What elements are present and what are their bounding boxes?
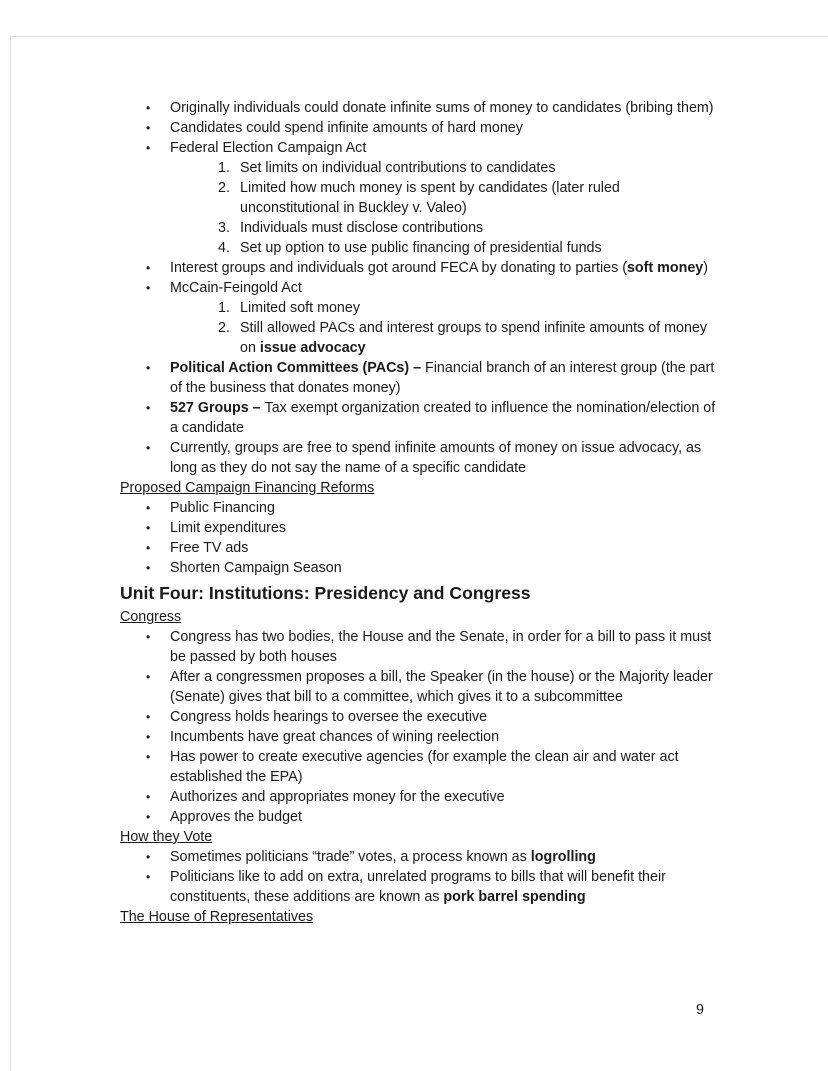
section-heading: [120, 478, 722, 498]
unit-heading: [120, 582, 722, 605]
number-marker: 2.: [218, 180, 230, 196]
text-run: Federal Election Campaign Act: [170, 140, 367, 156]
list-item-text: [170, 538, 722, 558]
list-item-text: [170, 667, 722, 707]
list-item-text: [240, 238, 722, 258]
heading-text: [120, 583, 531, 603]
text-run: Proposed Campaign Financing Reforms: [120, 480, 375, 496]
list-item-text: [170, 138, 722, 158]
list-item-text: [170, 807, 722, 827]
text-run: Currently, groups are free to spend infinite amounts of money on issue advocacy, as long as they do not say the name of a specific candidate: [170, 440, 702, 476]
text-run: Limited how much money is spent by candidates (later ruled unconstitutional in Buckley v. Valeo): [240, 180, 620, 216]
text-run: Tax exempt organization created to influence the nomination/election of a candidate: [170, 400, 716, 436]
bullet-marker: •: [146, 501, 151, 515]
list-item: [120, 398, 722, 438]
document-content: [120, 98, 722, 927]
list-item: [120, 118, 722, 138]
list-item-text: [170, 278, 722, 298]
section-heading: [120, 907, 722, 927]
bullet-marker: •: [146, 870, 151, 884]
bullet-marker: •: [146, 521, 151, 535]
text-run: After a congressmen proposes a bill, the Speaker (in the house) or the Majority leader (Senate) gives that bill to a committee, which gives it to a subcommittee: [170, 669, 713, 705]
list-item: [120, 518, 722, 538]
list-item-text: [170, 518, 722, 538]
list-item: [120, 707, 722, 727]
list-item: [120, 747, 722, 787]
list-item-text: [170, 98, 722, 118]
list-item: [120, 807, 722, 827]
text-run: Congress has two bodies, the House and the Senate, in order for a bill to pass it must be passed by both houses: [170, 629, 712, 665]
bullet-marker: •: [146, 541, 151, 555]
text-run: The House of Representatives: [120, 909, 314, 925]
bullet-marker: •: [146, 361, 151, 375]
bold-text-run: logrolling: [530, 849, 596, 865]
text-run: Candidates could spend infinite amounts of hard money: [170, 120, 523, 136]
text-run: ): [703, 260, 709, 276]
text-run: Limited soft money: [240, 300, 360, 316]
list-item-text: [170, 727, 722, 747]
list-item-text: [240, 178, 722, 218]
bullet-marker: •: [146, 261, 151, 275]
text-run: Set limits on individual contributions to candidates: [240, 160, 556, 176]
list-item-text: [170, 847, 722, 867]
bullet-marker: •: [146, 561, 151, 575]
numbered-list-item: [120, 298, 722, 318]
heading-text: [120, 829, 212, 845]
list-item-text: [170, 747, 722, 787]
text-run: Approves the budget: [170, 809, 302, 825]
numbered-list-item: [120, 158, 722, 178]
text-run: Incumbents have great chances of wining reelection: [170, 729, 500, 745]
list-item: [120, 498, 722, 518]
bold-text-run: issue advocacy: [259, 340, 366, 356]
bullet-marker: •: [146, 401, 151, 415]
list-item: [120, 867, 722, 907]
text-run: Shorten Campaign Season: [170, 560, 342, 576]
bullet-marker: •: [146, 141, 151, 155]
heading-text: [120, 909, 313, 925]
list-item: [120, 538, 722, 558]
list-item: [120, 358, 722, 398]
text-run: Has power to create executive agencies (for example the clean air and water act established the EPA): [170, 749, 679, 785]
text-run: Authorizes and appropriates money for the executive: [170, 789, 505, 805]
list-item: [120, 438, 722, 478]
numbered-list-item: [120, 178, 722, 218]
bold-text-run: Political Action Committees (PACs) –: [170, 360, 426, 376]
list-item-text: [170, 707, 722, 727]
bullet-marker: •: [146, 670, 151, 684]
bullet-marker: •: [146, 101, 151, 115]
bullet-marker: •: [146, 630, 151, 644]
list-item-text: [170, 398, 722, 438]
list-item-text: [240, 318, 722, 358]
list-item: [120, 667, 722, 707]
numbered-list-item: [120, 318, 722, 358]
text-run: Still allowed PACs and interest groups to spend infinite amounts of money on: [240, 320, 708, 356]
section-heading: [120, 827, 722, 847]
bullet-marker: •: [146, 810, 151, 824]
heading-text: [120, 480, 374, 496]
number-marker: 1.: [218, 160, 230, 176]
list-item-text: [240, 218, 722, 238]
bold-text-run: 527 Groups –: [170, 400, 265, 416]
number-marker: 2.: [218, 320, 230, 336]
text-run: Limit expenditures: [170, 520, 287, 536]
number-marker: 4.: [218, 240, 230, 256]
list-item: [120, 627, 722, 667]
list-item: [120, 787, 722, 807]
text-run: Unit Four: Institutions: Presidency and Congress: [120, 583, 531, 603]
bullet-marker: •: [146, 790, 151, 804]
heading-text: [120, 609, 181, 625]
list-item-text: [170, 498, 722, 518]
numbered-list-item: [120, 238, 722, 258]
list-item: [120, 138, 722, 158]
bullet-marker: •: [146, 750, 151, 764]
list-item-text: [170, 627, 722, 667]
list-item-text: [170, 867, 722, 907]
text-run: Politicians like to add on extra, unrelated programs to bills that will benefit their constituents, these additions are known as: [170, 869, 666, 905]
text-run: Congress holds hearings to oversee the executive: [170, 709, 488, 725]
list-item-text: [170, 438, 722, 478]
list-item: [120, 278, 722, 298]
list-item-text: [240, 298, 722, 318]
list-item: [120, 727, 722, 747]
list-item-text: [170, 258, 722, 278]
number-marker: 3.: [218, 220, 230, 236]
text-run: Financial branch of an interest group (the part of the business that donates money): [170, 360, 715, 396]
bullet-marker: •: [146, 850, 151, 864]
text-run: Sometimes politicians “trade” votes, a process known as: [170, 849, 531, 865]
bullet-marker: •: [146, 121, 151, 135]
bullet-marker: •: [146, 281, 151, 295]
text-run: Set up option to use public financing of presidential funds: [240, 240, 602, 256]
bullet-marker: •: [146, 441, 151, 455]
list-item: [120, 558, 722, 578]
text-run: McCain-Feingold Act: [170, 280, 302, 296]
text-run: Originally individuals could donate infinite sums of money to candidates (bribing them): [170, 100, 714, 116]
list-item-text: [170, 787, 722, 807]
bold-text-run: pork barrel spending: [443, 889, 586, 905]
page-edge-top: [10, 36, 828, 37]
list-item-text: [170, 118, 722, 138]
bullet-marker: •: [146, 730, 151, 744]
list-item: [120, 98, 722, 118]
bullet-marker: •: [146, 710, 151, 724]
list-item: [120, 847, 722, 867]
bold-text-run: soft money: [626, 260, 704, 276]
text-run: Free TV ads: [170, 540, 249, 556]
section-heading: [120, 607, 722, 627]
page-edge-left: [10, 36, 11, 1071]
text-run: Congress: [120, 609, 182, 625]
text-run: Public Financing: [170, 500, 275, 516]
text-run: Individuals must disclose contributions: [240, 220, 484, 236]
list-item-text: [170, 558, 722, 578]
list-item: [120, 258, 722, 278]
text-run: How they Vote: [120, 829, 213, 845]
list-item-text: [240, 158, 722, 178]
text-run: Interest groups and individuals got around FECA by donating to parties (: [170, 260, 627, 276]
number-marker: 1.: [218, 300, 230, 316]
list-item-text: [170, 358, 722, 398]
numbered-list-item: [120, 218, 722, 238]
page-number: 9: [696, 1002, 704, 1018]
